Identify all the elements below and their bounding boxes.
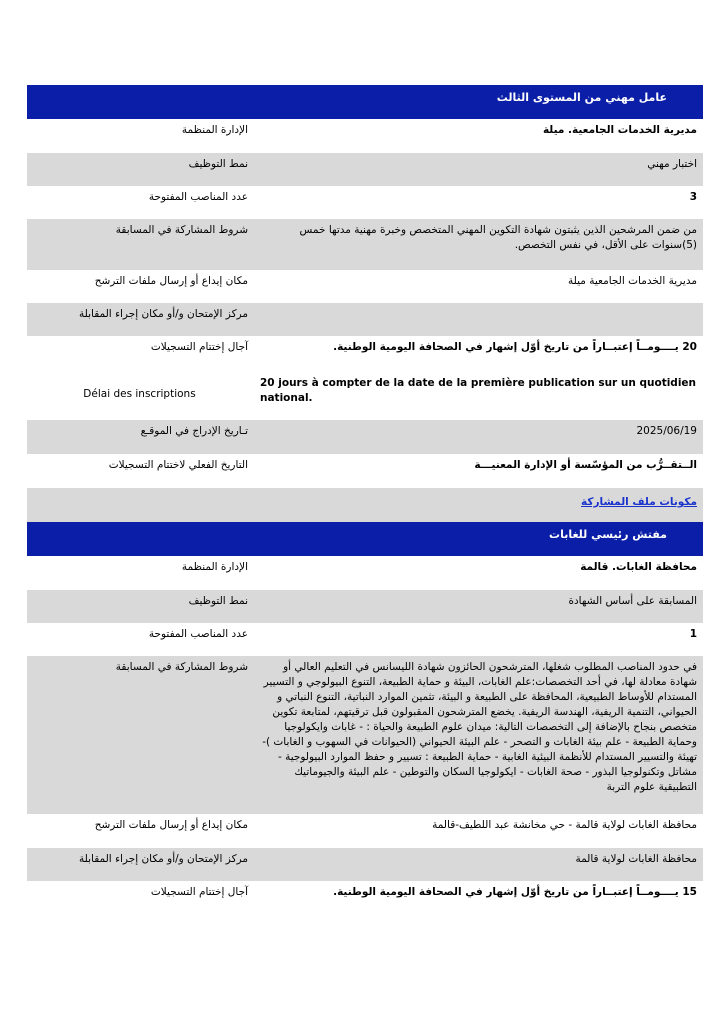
row-label: نمط التوظيف — [188, 158, 248, 170]
job-title: مفتش رئيسي للغابات — [549, 528, 667, 541]
row-label: عدد المناصب المفتوحة — [148, 628, 248, 640]
table-row — [27, 814, 703, 848]
row-label: مكان إيداع أو إرسال ملفات الترشح — [94, 275, 248, 287]
row-label: نمط التوظيف — [188, 595, 248, 607]
row-label: شروط المشاركة في المسابقة — [115, 224, 248, 236]
table-row — [27, 303, 703, 336]
row-label: آجال إختتام التسجيلات — [150, 341, 248, 353]
row-label: شروط المشاركة في المسابقة — [115, 661, 248, 673]
table-row — [27, 153, 703, 186]
row-value: مديرية الخدمات الجامعية. ميلة — [542, 124, 697, 136]
table-row — [27, 848, 703, 881]
table-row — [27, 336, 703, 368]
row-value: 3 — [689, 191, 697, 203]
row-value: محافظة الغابات. قالمة — [580, 561, 697, 573]
row-value: 20 يــــومــاً إعتبــاراً من تاريخ أوّل إشهار في الصحافة اليومية الوطنية. — [333, 341, 697, 353]
row-label: التاريخ الفعلي لاختتام التسجيلات — [108, 459, 248, 471]
row-value: الــتقــرُّب من المؤسّسة أو الإدارة المعنيـــة — [474, 459, 697, 471]
row-label: تـاريخ الإدراج في الموقـع — [140, 425, 248, 437]
job-title-header — [27, 522, 703, 556]
row-value: 15 يــــومــاً إعتبــاراً من تاريخ أوّل إشهار في الصحافة اليومية الوطنية. — [333, 886, 697, 898]
table-row — [27, 656, 703, 814]
row-value: 20 jours à compter de la date de la première publication sur un quotidien national. — [260, 377, 697, 404]
table-row — [27, 881, 703, 915]
job-listings-table — [27, 85, 703, 915]
table-row — [27, 186, 703, 219]
table-row — [27, 454, 703, 488]
table-row — [27, 420, 703, 454]
row-label: مركز الإمتحان و/أو مكان إجراء المقابلة — [79, 308, 248, 320]
job-title-header — [27, 85, 703, 119]
row-label: آجال إختتام التسجيلات — [150, 886, 248, 898]
table-row — [27, 368, 703, 420]
row-label: مكان إيداع أو إرسال ملفات الترشح — [94, 819, 248, 831]
row-label: مركز الإمتحان و/أو مكان إجراء المقابلة — [79, 853, 248, 865]
table-row — [27, 556, 703, 590]
row-value: 2025/06/19 — [636, 425, 697, 437]
row-value: 1 — [689, 628, 697, 640]
row-label: Délai des inscriptions — [83, 387, 196, 400]
table-row — [27, 119, 703, 153]
row-value: محافظة الغابات لولاية قالمة — [575, 853, 697, 865]
job-title: عامل مهني من المستوى الثالث — [496, 91, 667, 104]
row-value: من ضمن المرشحين الذين يثبتون شهادة التكوين المهني المتخصص وخبرة مهنية مدتها خمس (5)سنوات على الأقل، في نفس التخصص. — [299, 224, 697, 251]
participation-file-row — [27, 488, 703, 522]
row-label: الإدارة المنظمة — [181, 561, 248, 573]
table-row — [27, 270, 703, 303]
row-value: في حدود المناصب المطلوب شغلها، المترشحون الحائزون شهادة الليسانس في التعليم العالي أو شهادة معادلة لها، في أحد التخصصات:علم الغابات، البيئة و حماية الطبيعة، التنوع البيولوجي و التسيير المستدام للأوساط الطبيعية، المحافظة على الطبيعة و البيئة، تثمين الموارد النباتية، التنوع النباتي و الحيواني، التنمية الريفية، الهندسة الريفية. يخضع المترشحون المقبولون قبل ترقيتهم، لمتابعة تكوين متخصص بنجاح بالإضافة إلى التخصصات التالية: ميدان علوم الطبيعة والحياة : - غابات وايكولوجيا وحماية الطبيعة - علم بيئة الغابات و التصحر - علم البيئة الحيواني (الحيوانات في السهوب و الغابات )- تهيئة والتسيير المستدام للأنظمة البيئية الغابية - حماية الطبيعة : تسيير و حفظ الموارد البيولوجية - مشاتل وتكنولوجيا البذور - صحة الغابات - ايكولوجيا السكان والتوطين - علم البيئة والجيوماتيك التطبيقية علوم التربة — [262, 661, 697, 793]
row-value: المسابقة على أساس الشهادة — [568, 595, 697, 607]
table-row — [27, 590, 703, 623]
row-value — [252, 303, 703, 336]
participation-file-link[interactable]: مكونات ملف المشاركة — [581, 496, 697, 508]
row-value: اختبار مهني — [647, 158, 697, 170]
row-label: عدد المناصب المفتوحة — [148, 191, 248, 203]
table-row — [27, 219, 703, 270]
table-row — [27, 623, 703, 656]
row-value: مديرية الخدمات الجامعية ميلة — [567, 275, 697, 287]
row-label: الإدارة المنظمة — [181, 124, 248, 136]
row-value: محافظة الغابات لولاية قالمة - حي مخانشة عبد اللطيف-قالمة — [432, 819, 697, 831]
